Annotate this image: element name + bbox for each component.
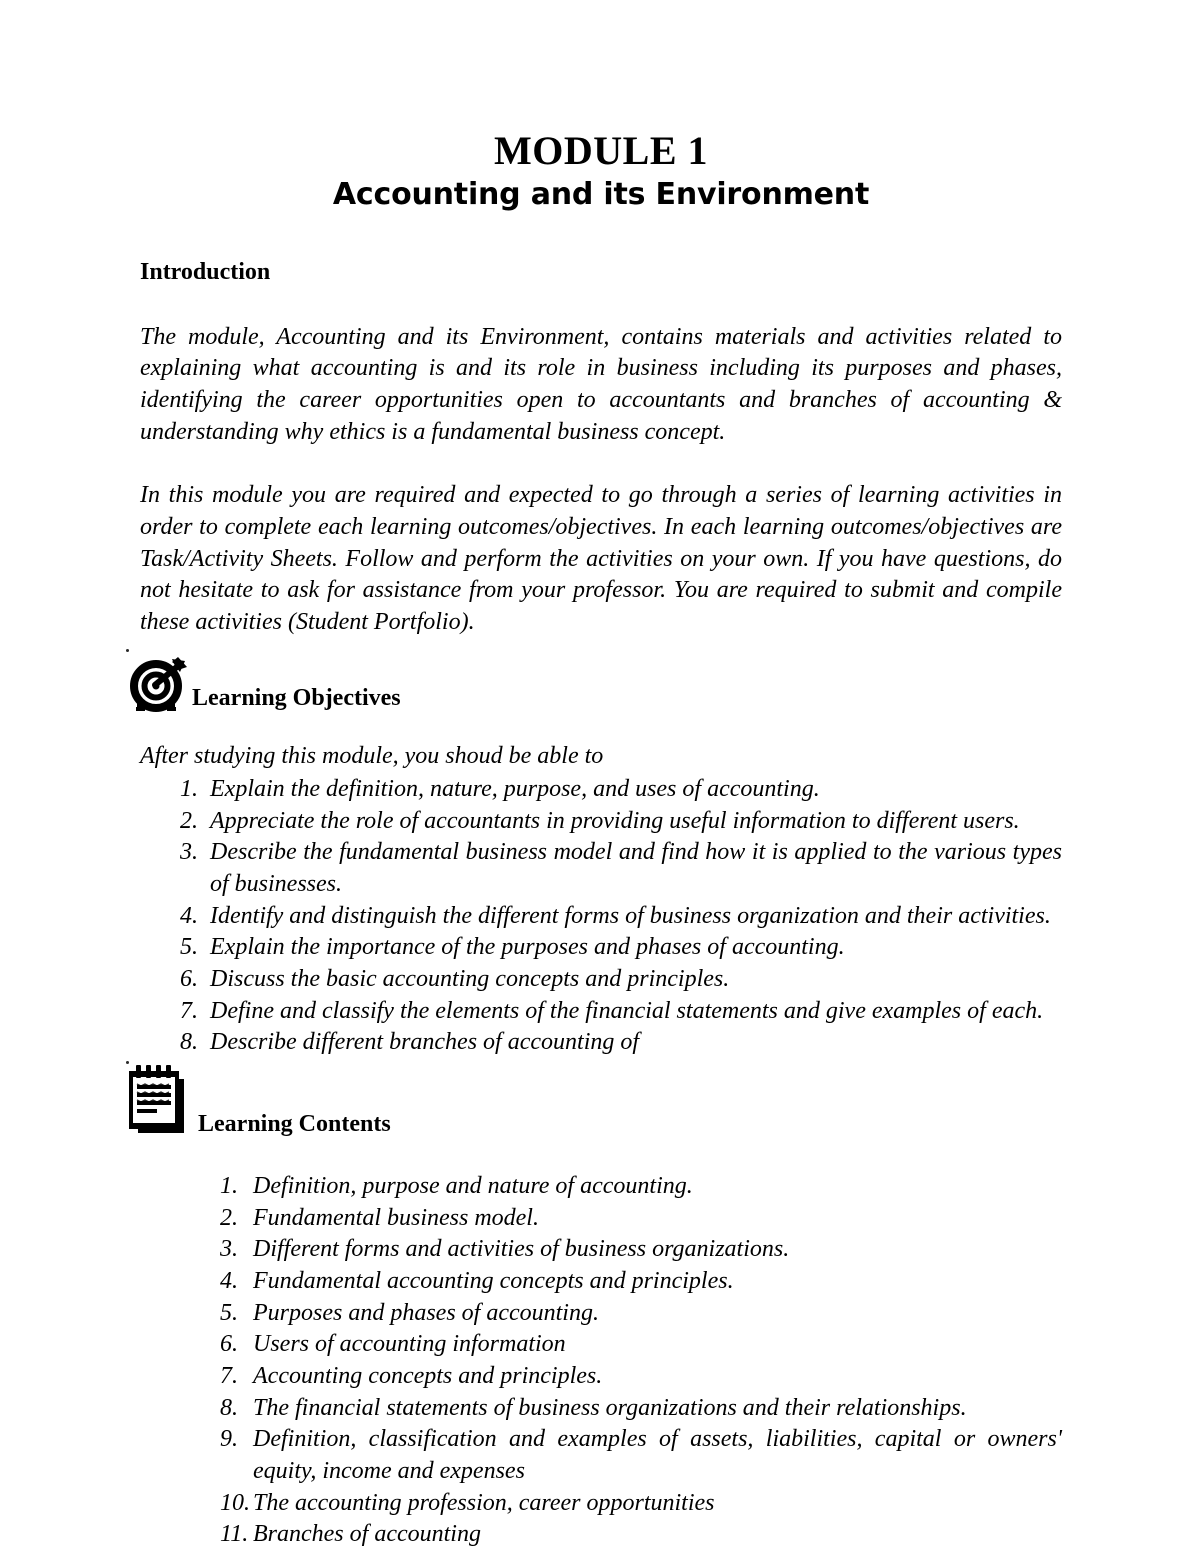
learning-content-item-number: 8.: [220, 1394, 238, 1421]
target-icon: [128, 655, 190, 722]
introduction-heading: Introduction: [140, 258, 271, 285]
learning-content-item-text: The accounting profession, career opportunities: [253, 1489, 715, 1516]
learning-content-item-text: Purposes and phases of accounting.: [253, 1299, 599, 1326]
learning-contents-heading: Learning Contents: [198, 1110, 391, 1137]
document-content: [140, 0, 1062, 1551]
introduction-paragraph-2: In this module you are required and expected to go through a series of learning activities in order to complete each learning outcomes/objectives. In each learning outcomes/objectives are Task/Activity Sheets. Follow and perform the activities on your own. If you have questions, do not hesitate to ask for assistance from your professor. You are required to submit and compile these activities (Student Portfolio).: [140, 482, 1062, 635]
notepad-icon: [128, 1065, 192, 1142]
learning-content-item-text: Users of accounting information: [253, 1331, 566, 1358]
learning-content-item-text: Fundamental business model.: [253, 1204, 539, 1231]
learning-objective-item-text: Describe the fundamental business model and find how it is applied to the various types of businesses.: [210, 839, 1062, 897]
scan-artifact-dot: [126, 649, 129, 652]
learning-content-item-text: Accounting concepts and principles.: [253, 1362, 603, 1389]
learning-objectives-list: [140, 774, 1062, 1059]
learning-objective-item: [180, 996, 1062, 1028]
learning-content-item-text: Definition, classification and examples of assets, liabilities, capital or owners' equity, income and expenses: [253, 1426, 1062, 1484]
learning-content-item-text: Fundamental accounting concepts and principles.: [253, 1267, 734, 1294]
learning-content-item-number: 11.: [220, 1521, 249, 1548]
learning-objective-item: [180, 774, 1062, 806]
learning-content-item: [220, 1329, 1062, 1361]
learning-content-item-number: 10.: [220, 1489, 250, 1516]
learning-objective-item: [180, 901, 1062, 933]
learning-content-item: [220, 1266, 1062, 1298]
learning-objectives-lead-in: After studying this module, you shoud be able to: [140, 742, 604, 769]
learning-content-item-number: 3.: [220, 1236, 238, 1263]
learning-content-item-text: Definition, purpose and nature of accounting.: [253, 1172, 693, 1199]
learning-objective-item-number: 3.: [180, 839, 198, 866]
learning-objective-item: [180, 806, 1062, 838]
learning-objective-item-number: 8.: [180, 1029, 198, 1056]
learning-objective-item-number: 7.: [180, 997, 198, 1024]
learning-objective-item-text: Appreciate the role of accountants in providing useful information to different users.: [210, 807, 1020, 834]
learning-content-item-number: 9.: [220, 1426, 238, 1453]
learning-content-item: [220, 1203, 1062, 1235]
learning-contents-list: [140, 1171, 1062, 1551]
learning-content-item-number: 2.: [220, 1204, 238, 1231]
learning-objective-item: [180, 837, 1062, 900]
learning-objective-item-number: 6.: [180, 965, 198, 992]
learning-objective-item-text: Discuss the basic accounting concepts and principles.: [210, 965, 730, 992]
learning-content-item: [220, 1488, 1062, 1520]
learning-objectives-section: [140, 685, 1062, 741]
learning-objective-item-number: 4.: [180, 902, 198, 929]
learning-objective-item-text: Identify and distinguish the different forms of business organization and their activities.: [210, 902, 1051, 929]
learning-objective-item-text: Explain the importance of the purposes and phases of accounting.: [210, 934, 845, 961]
learning-objective-item: [180, 964, 1062, 996]
introduction-paragraph-1: The module, Accounting and its Environment, contains materials and activities related to explaining what accounting is and its role in business including its purposes and phases, identifying the career opportunities open to accountants and branches of accounting & understanding why ethics is a fundamental business concept.: [140, 323, 1062, 445]
learning-objective-item-text: Explain the definition, nature, purpose, and uses of accounting.: [210, 775, 820, 802]
learning-content-item-text: The financial statements of business organizations and their relationships.: [253, 1394, 967, 1421]
learning-objective-item-number: 5.: [180, 934, 198, 961]
learning-content-item: [220, 1171, 1062, 1203]
learning-content-item: [220, 1234, 1062, 1266]
learning-content-item: [220, 1424, 1062, 1487]
learning-content-item: [220, 1361, 1062, 1393]
learning-content-item-number: 7.: [220, 1362, 238, 1389]
learning-objective-item: [180, 932, 1062, 964]
learning-content-item-text: Branches of accounting: [253, 1521, 481, 1548]
learning-content-item-number: 1.: [220, 1172, 238, 1199]
learning-objective-item-text: Describe different branches of accounting of: [210, 1029, 640, 1056]
learning-content-item-number: 4.: [220, 1267, 238, 1294]
learning-objective-item-text: Define and classify the elements of the financial statements and give examples of each.: [210, 997, 1044, 1024]
learning-content-item: [220, 1298, 1062, 1330]
learning-content-item-text: Different forms and activities of business organizations.: [253, 1236, 790, 1263]
page-title: MODULE 1: [494, 128, 708, 173]
learning-content-item-number: 5.: [220, 1299, 238, 1326]
learning-objectives-heading: Learning Objectives: [192, 684, 401, 711]
learning-content-item: [220, 1393, 1062, 1425]
learning-objective-item-number: 1.: [180, 775, 198, 802]
learning-objective-item-number: 2.: [180, 807, 198, 834]
learning-objective-item: [180, 1027, 1062, 1059]
learning-content-item: [220, 1519, 1062, 1551]
learning-contents-section: [140, 1111, 1062, 1167]
page-subtitle: Accounting and its Environment: [332, 177, 870, 212]
learning-content-item-number: 6.: [220, 1331, 238, 1358]
scan-artifact-dot: [126, 1061, 129, 1064]
